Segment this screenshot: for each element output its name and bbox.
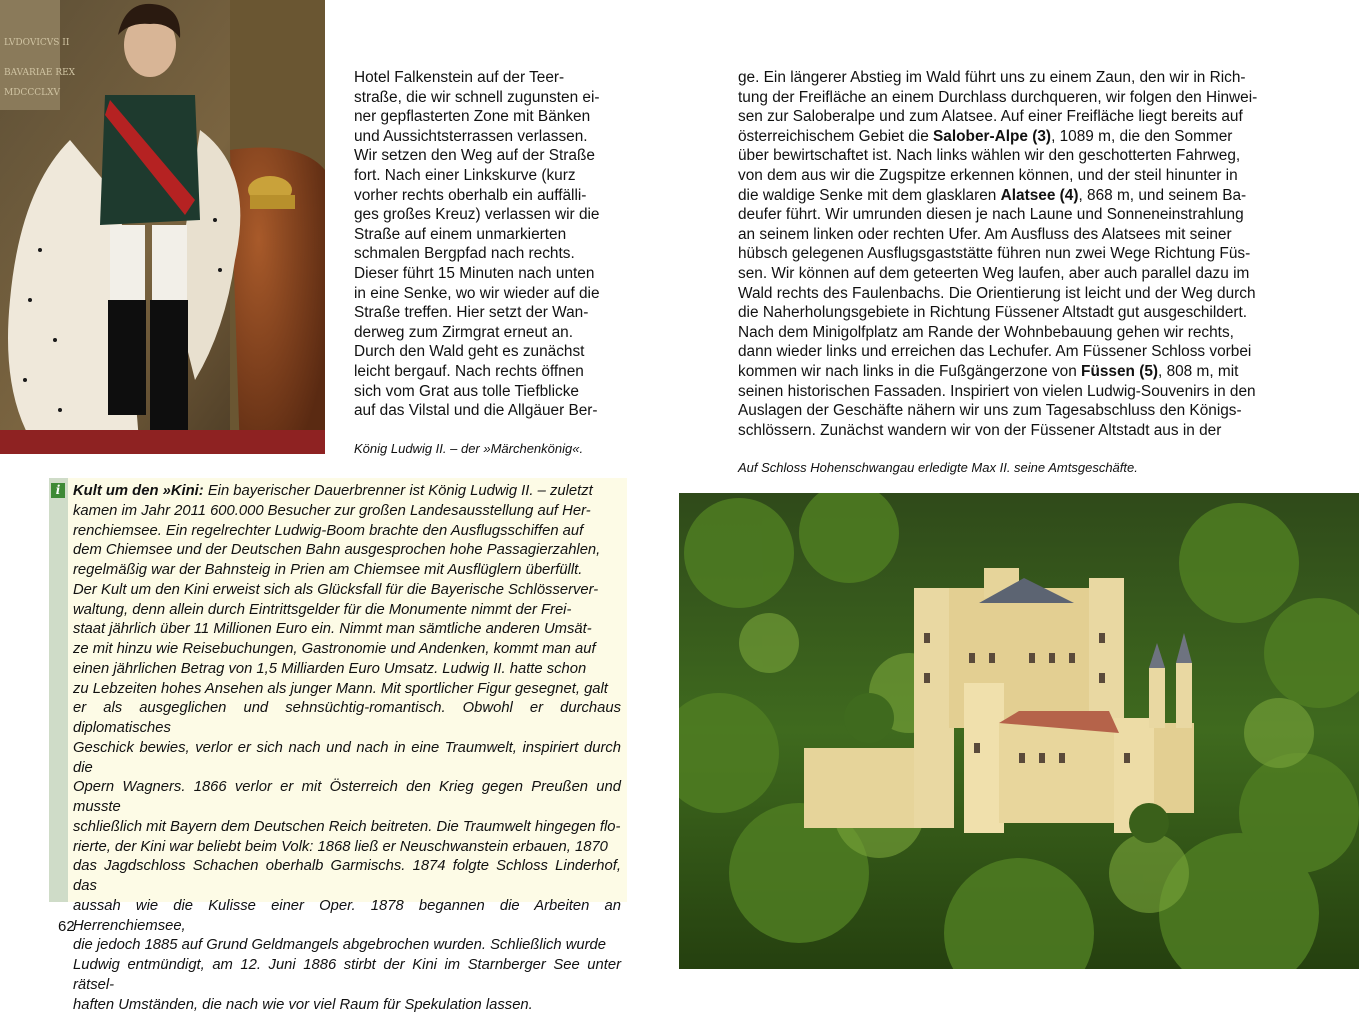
text-line: Nach dem Minigolfplatz am Rande der Wohnbebauung gehen wir rechts, [738, 323, 1299, 343]
info-line: einen jährlichen Betrag von 1,5 Milliarden Euro Umsatz. Ludwig II. hatte schon [73, 660, 621, 680]
text-line: fort. Nach einer Linkskurve (kurz [354, 166, 620, 186]
text-line: sich vom Grat aus tolle Tiefblicke [354, 382, 620, 402]
body-text-left-column [354, 68, 620, 421]
castle-caption: Auf Schloss Hohenschwangau erledigte Max II. seine Amtsgeschäfte. [738, 460, 1138, 475]
svg-text:BAVARIAE REX: BAVARIAE REX [4, 68, 76, 78]
text-line: Auslagen der Geschäfte nähern wir uns zum Tagesabschluss den Königs- [738, 401, 1299, 421]
text-line: österreichischem Gebiet die Salober-Alpe (3), 1089 m, die den Sommer [738, 127, 1299, 147]
text-line: straße, die wir schnell zugunsten ei- [354, 88, 620, 108]
text-line: kommen wir nach links in die Fußgängerzone von Füssen (5), 808 m, mit [738, 362, 1299, 382]
info-line: aussah wie die Kulisse einer Oper. 1878 begannen die Arbeiten an Herrenchiemsee, [73, 897, 621, 937]
text-line: Hotel Falkenstein auf der Teer- [354, 68, 620, 88]
info-line: staat jährlich über 11 Millionen Euro ein. Nimmt man sämtliche anderen Umsät- [73, 620, 621, 640]
text-line: von dem aus wir die Zugspitze erkennen können, und der steil hinunter in [738, 166, 1299, 186]
text-line: leicht bergauf. Nach rechts öffnen [354, 362, 620, 382]
info-icon: i [51, 483, 65, 498]
text-line: ges großes Kreuz) verlassen wir die [354, 205, 620, 225]
text-line: schmalen Bergpfad nach rechts. [354, 244, 620, 264]
body-text-right-column [738, 68, 1299, 440]
text-line: an seinem linken oder rechten Ufer. Am Ausfluss des Alatsees mit seiner [738, 225, 1299, 245]
info-line: Der Kult um den Kini erweist sich als Glücksfall für die Bayerische Schlösserver- [73, 581, 621, 601]
portrait-inscription: LVDOVICVS II [4, 38, 70, 48]
text-line: die Naherholungsgebiete in Richtung Füssener Altstadt gut ausgeschildert. [738, 303, 1299, 323]
place-name-salober-alpe: Salober-Alpe (3) [933, 128, 1051, 145]
info-line: die jedoch 1885 auf Grund Geldmangels abgebrochen wurden. Schließlich wurde [73, 936, 621, 956]
info-line: dem Chiemsee und der Deutschen Bahn ausgesprochen hohe Passagierzahlen, [73, 541, 621, 561]
text-line: schlössern. Zunächst wandern wir von der Füssener Altstadt aus in der [738, 421, 1299, 441]
info-line: waltung, denn allein durch Eintrittsgelder für die Monumente nimmt der Frei- [73, 601, 621, 621]
info-line: das Jagdschloss Schachen oberhalb Garmischs. 1874 folgte Schloss Linderhof, das [73, 857, 621, 897]
info-line: ze mit hinzu wie Reisebuchungen, Gastronomie und Andenken, kommt man auf [73, 640, 621, 660]
text-line: Straße auf einem unmarkierten [354, 225, 620, 245]
text-line: ner gepflasterten Zone mit Bänken [354, 107, 620, 127]
text-line: deufer führt. Wir umrunden diesen je nach Laune und Sonneneinstrahlung [738, 205, 1299, 225]
text-line: Wir setzen den Weg auf der Straße [354, 146, 620, 166]
text-line: auf das Vilstal und die Allgäuer Ber- [354, 401, 620, 421]
text-line: Dieser führt 15 Minuten nach unten [354, 264, 620, 284]
text-line: Straße treffen. Hier setzt der Wan- [354, 303, 620, 323]
text-line: und Aussichtsterrassen verlassen. [354, 127, 620, 147]
info-box-text [73, 482, 621, 1015]
text-line: Durch den Wald geht es zunächst [354, 342, 620, 362]
info-line: Kult um den »Kini: Ein bayerischer Dauerbrenner ist König Ludwig II. – zuletzt [73, 482, 621, 502]
text-line: vorher rechts oberhalb ein auffälli- [354, 186, 620, 206]
text-line: tung der Freifläche an einem Durchlass durchqueren, wir folgen den Hinwei- [738, 88, 1299, 108]
text-line: in eine Senke, wo wir wieder auf die [354, 284, 620, 304]
info-box-title: Kult um den »Kini: [73, 483, 204, 499]
portrait-caption: König Ludwig II. – der »Märchenkönig«. [354, 441, 583, 456]
info-line: Ludwig entmündigt, am 12. Juni 1886 stirbt der Kini im Starnberger See unter rätsel- [73, 956, 621, 996]
info-line: zu Lebzeiten hohes Ansehen als junger Mann. Mit sportlicher Figur gesegnet, galt [73, 680, 621, 700]
info-line: er als ausgeglichen und sehnsüchtig-romantisch. Obwohl er durchaus diplomatisches [73, 699, 621, 739]
text-line: seinen historischen Fassaden. Inspiriert von vielen Ludwig-Souvenirs in den [738, 382, 1299, 402]
info-line: kamen im Jahr 2011 600.000 Besucher zur großen Landesausstellung auf Her- [73, 502, 621, 522]
info-line: rierte, der Kini war beliebt beim Volk: 1868 ließ er Neuschwanstein erbauen, 1870 [73, 838, 621, 858]
text-line: dann wieder links und erreichen das Lechufer. Am Füssener Schloss vorbei [738, 342, 1299, 362]
info-line: renchiemsee. Ein regelrechter Ludwig-Boom brachte den Ausflugsschiffen auf [73, 522, 621, 542]
info-line: haften Umständen, die nach wie vor viel Raum für Spekulation lassen. [73, 996, 621, 1015]
place-name-fuessen: Füssen (5) [1081, 363, 1158, 380]
text-line: sen zur Saloberalpe und zum Alatsee. Auf einer Freifläche liegt bereits auf [738, 107, 1299, 127]
ludwig-portrait-image [0, 0, 325, 454]
info-line: schließlich mit Bayern dem Deutschen Reich beitreten. Die Traumwelt hingegen flo- [73, 818, 621, 838]
info-box-sidebar [49, 478, 68, 902]
text-line: ge. Ein längerer Abstieg im Wald führt uns zu einem Zaun, den wir in Rich- [738, 68, 1299, 88]
text-line: Wald rechts des Faulenbachs. Die Orientierung ist leicht und der Weg durch [738, 284, 1299, 304]
text-line: hübsch gelegenen Ausflugsgaststätte führen nun zwei Wege Richtung Füs- [738, 244, 1299, 264]
place-name-alatsee: Alatsee (4) [1001, 187, 1079, 204]
page-number: 62 [58, 918, 75, 935]
info-line: Geschick bewies, verlor er sich nach und nach in eine Traumwelt, inspiriert durch die [73, 739, 621, 779]
castle-photo [679, 493, 1359, 969]
text-line: über bewirtschaftet ist. Nach links wählen wir den geschotterten Fahrweg, [738, 146, 1299, 166]
text-line: derweg zum Zirmgrat erneut an. [354, 323, 620, 343]
info-line: regelmäßig war der Bahnsteig in Prien am Chiemsee mit Ausflüglern überfüllt. [73, 561, 621, 581]
info-line: Opern Wagners. 1866 verlor er mit Österreich den Krieg gegen Preußen und musste [73, 778, 621, 818]
text-line: sen. Wir können auf dem geteerten Weg laufen, aber auch parallel dazu im [738, 264, 1299, 284]
svg-text:MDCCCLXV: MDCCCLXV [4, 88, 60, 98]
text-line: die waldige Senke mit dem glasklaren Alatsee (4), 868 m, und seinem Ba- [738, 186, 1299, 206]
